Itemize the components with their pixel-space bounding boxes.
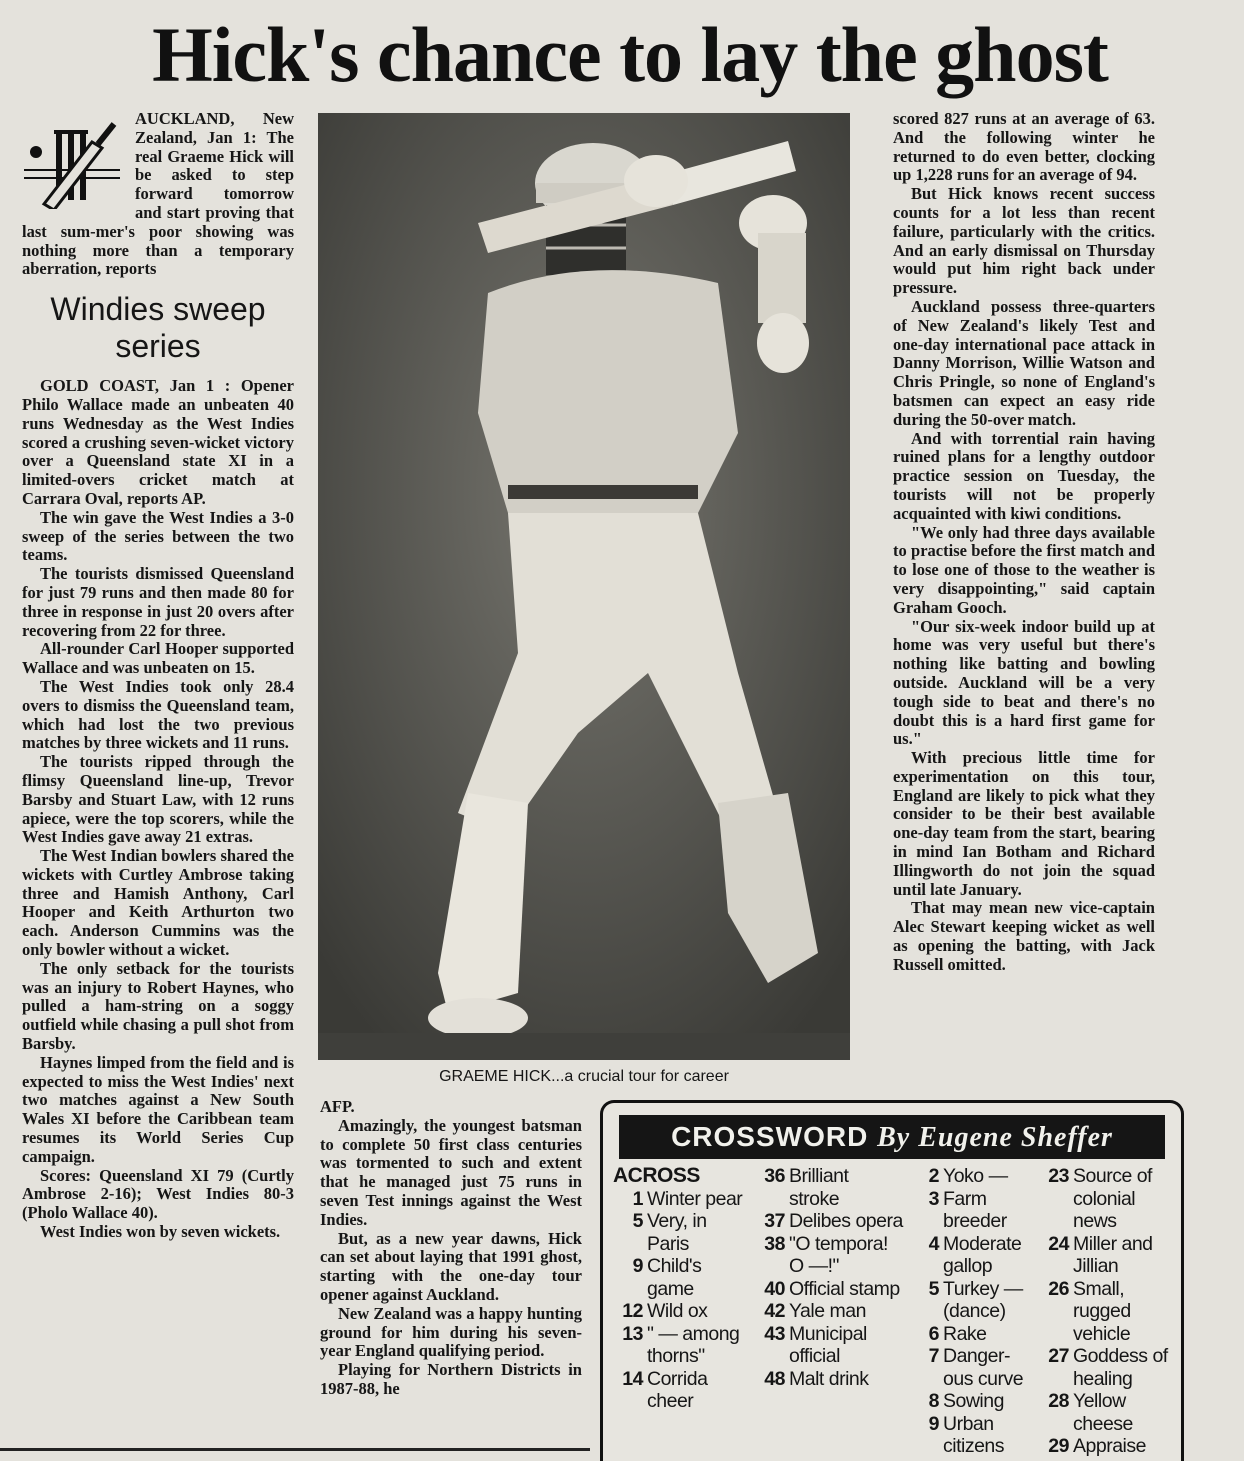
clue-text: Appraise	[1073, 1435, 1146, 1457]
article-paragraph: The West Indies took only 28.4 overs to dismiss the Queensland team, which had lost the two previous matches by three wickets and 11 runs.	[22, 676, 294, 753]
clue-number: 37	[764, 1210, 785, 1232]
clue-text: Winter pear	[647, 1187, 743, 1210]
left-column	[22, 110, 294, 1242]
article-paragraph: The tourists ripped through the flimsy Queensland line-up, Trevor Barsby and Stuart Law, with 12 runs apiece, were the top scorers, while the West Indies gave away 21 extras.	[22, 752, 294, 847]
crossword-title-bar	[619, 1115, 1165, 1159]
clue-number: 38	[764, 1232, 785, 1255]
article-paragraph: Amazingly, the youngest batsman to complete 50 first class centuries was tormented to such and extent that he managed just 75 runs in seven Test innings against the West Indies.	[320, 1115, 582, 1229]
clue-item	[613, 1210, 751, 1255]
clue-item	[755, 1323, 903, 1368]
clue-item	[755, 1210, 903, 1233]
clue-number: 3	[928, 1187, 939, 1210]
lede-paragraph: AUCKLAND, New Zealand, Jan 1: The real Graeme Hick will be asked to step forward tomorrow and start proving that last sum-mer's poor showing was nothing more than a temporary aberration, reports	[22, 109, 294, 279]
headline: Hick's chance to lay the ghost	[152, 11, 1108, 98]
clue-number: 5	[928, 1277, 939, 1300]
article-paragraph: Auckland possess three-quarters of New Zealand's likely Test and one-day international pace attack in Danny Morrison, Willie Watson and Chris Pringle, so none of England's batsmen can expect an easy ride during the 50-over match.	[893, 296, 1155, 429]
clue-number: 42	[764, 1300, 785, 1322]
clue-text: Corrida cheer	[647, 1367, 708, 1412]
clue-text: Goddess of healing	[1073, 1345, 1168, 1390]
clue-number: 8	[928, 1390, 939, 1412]
clue-item	[1039, 1390, 1177, 1435]
clue-item	[755, 1165, 903, 1210]
clue-text: Danger-ous curve	[943, 1345, 1024, 1390]
clue-number: 12	[622, 1300, 643, 1322]
clue-column-2	[755, 1165, 903, 1390]
clue-text: Farm breeder	[943, 1187, 1007, 1232]
clue-number: 9	[928, 1412, 939, 1435]
clue-item	[909, 1413, 1037, 1458]
article-paragraph: But, as a new year dawns, Hick can set about laying that 1991 ghost, starting with the one-day tour opener against Auckland.	[320, 1228, 582, 1304]
clue-number: 4	[928, 1232, 939, 1255]
clue-item	[755, 1233, 903, 1278]
article-paragraph: With precious little time for experimentation on this tour, England are likely to pick what they consider to be their best available one-day team from the start, bearing in mind Ian Botham and Richard Illingworth do not join the squad until late January.	[893, 748, 1155, 899]
crossword-title: CROSSWORD	[671, 1121, 869, 1152]
clue-text: Yoko —	[943, 1165, 1008, 1187]
clue-item	[1039, 1278, 1177, 1346]
clue-number: 27	[1048, 1345, 1069, 1367]
clue-item	[613, 1255, 751, 1300]
clue-number: 43	[764, 1322, 785, 1345]
clue-number: 5	[632, 1210, 643, 1232]
bottom-rule	[0, 1448, 590, 1451]
clue-text: Official stamp	[789, 1277, 900, 1300]
article-paragraph: Haynes limped from the field and is expected to miss the West Indies' next two matches against a New South Wales XI before the Caribbean team resumes its World Series Cup campaign.	[22, 1052, 294, 1166]
clue-text: Child's game	[647, 1255, 702, 1300]
article-paragraph: The West Indian bowlers shared the wickets with Curtley Ambrose taking three and Hamish Anthony, Carl Hooper and Keith Arthurton two each. Anderson Cummins was the only bowler without a wicket.	[22, 846, 294, 960]
clue-number: 6	[928, 1322, 939, 1345]
clue-text: Malt drink	[789, 1367, 869, 1390]
crossword-byline: By Eugene Sheffer	[877, 1122, 1113, 1153]
clue-text: Yellow cheese	[1073, 1390, 1133, 1435]
middle-column	[320, 1098, 582, 1399]
clue-item	[755, 1278, 903, 1301]
article-paragraph: But Hick knows recent success counts for a lot less than recent failure, particularly with the critics. And an early dismissal on Thursday would put him right back under pressure.	[893, 184, 1155, 298]
photo-caption: GRAEME HICK...a crucial tour for career	[439, 1068, 729, 1085]
clue-column-3	[909, 1165, 1037, 1458]
article-paragraph: The only setback for the tourists was an injury to Robert Haynes, who pulled a ham-string on a soggy outfield while chasing a pull shot from Barsby.	[22, 958, 294, 1054]
clue-text: " — among thorns"	[647, 1322, 740, 1367]
clue-text: Source of colonial news	[1073, 1165, 1152, 1232]
clue-number: 48	[764, 1367, 785, 1390]
clue-item	[1039, 1165, 1177, 1233]
clue-number: 26	[1048, 1277, 1069, 1300]
article-paragraph: The tourists dismissed Queensland for just 79 runs and then made 80 for three in response in just 20 overs after recovering from 22 for three.	[22, 564, 294, 640]
clue-number: 24	[1048, 1232, 1069, 1255]
clue-text: Moderate gallop	[943, 1232, 1022, 1277]
clue-number: 1	[632, 1187, 643, 1210]
clue-text: Municipal official	[789, 1322, 867, 1367]
clue-item	[613, 1323, 751, 1368]
clue-item	[909, 1233, 1037, 1278]
clue-item	[909, 1345, 1037, 1390]
clue-text: Sowing	[943, 1390, 1004, 1412]
across-header: ACROSS	[613, 1164, 700, 1187]
clue-item	[613, 1300, 751, 1323]
article-paragraph: "We only had three days available to practise before the first match and to lose one of those to the weather is very disappointing," said captain Graham Gooch.	[893, 522, 1155, 617]
clue-number: 28	[1048, 1390, 1069, 1412]
clue-number: 23	[1048, 1165, 1069, 1187]
clue-number: 36	[764, 1165, 785, 1187]
clue-text: Yale man	[789, 1300, 866, 1322]
article-paragraph: "Our six-week indoor build up at home was very useful but there's nothing like batting and bowling outside. Auckland will be a very tough side to beat and there's no doubt this is a hard first game for us."	[893, 616, 1155, 749]
clue-text: Rake	[943, 1322, 987, 1345]
clue-number: 14	[622, 1367, 643, 1390]
clue-column-4	[1039, 1165, 1177, 1458]
clue-text: Brilliant stroke	[789, 1165, 849, 1210]
article-paragraph: The win gave the West Indies a 3-0 sweep of the series between the two teams.	[22, 507, 294, 565]
clue-item	[613, 1368, 751, 1413]
article-paragraph: All-rounder Carl Hooper supported Wallace and was unbeaten on 15.	[22, 639, 294, 678]
clue-item	[755, 1368, 903, 1391]
clue-number: 9	[632, 1255, 643, 1277]
article-paragraph: That may mean new vice-captain Alec Stewart keeping wicket as well as opening the batting, with Jack Russell omitted.	[893, 898, 1155, 974]
crossword-box	[600, 1100, 1184, 1461]
batsman-photo	[318, 113, 850, 1060]
right-column	[893, 110, 1155, 975]
clue-text: Urban citizens	[943, 1412, 1005, 1457]
article-paragraph: New Zealand was a happy hunting ground for him during his seven-year England qualifying period.	[320, 1303, 582, 1361]
cricket-stumps-icon	[22, 114, 127, 209]
article-paragraph: scored 827 runs at an average of 63. And the following winter he returned to do even better, clocking up 1,228 runs for an average of 94.	[893, 109, 1155, 185]
clue-item	[755, 1300, 903, 1323]
clue-number: 7	[928, 1345, 939, 1367]
article-paragraph: AFP.	[320, 1097, 355, 1116]
clue-number: 29	[1048, 1435, 1069, 1457]
article-paragraph: West Indies won by seven wickets.	[40, 1222, 281, 1242]
clue-item	[909, 1165, 1037, 1188]
clue-number: 40	[764, 1277, 785, 1300]
clue-item	[909, 1188, 1037, 1233]
clue-item	[909, 1278, 1037, 1323]
clue-column-1	[613, 1165, 751, 1413]
clue-number: 13	[622, 1322, 643, 1345]
article-paragraph: GOLD COAST, Jan 1 : Opener Philo Wallace made an unbeaten 40 runs Wednesday as the West Indies scored a crushing seven-wicket victory over a Queensland state XI in a limited-overs cricket match at Carrara Oval, reports AP.	[22, 376, 294, 508]
clue-number: 2	[928, 1165, 939, 1187]
subheadline: Windies sweep series	[50, 291, 266, 365]
clue-text: Delibes opera	[789, 1210, 903, 1232]
clue-item	[1039, 1233, 1177, 1278]
cricketer-illustration	[318, 113, 850, 1060]
article-paragraph: And with torrential rain having ruined plans for a lengthy outdoor practice session on Tuesday, the tourists will not be properly acquainted with kiwi conditions.	[893, 428, 1155, 523]
clue-text: "O tempora! O —!"	[789, 1232, 888, 1277]
clue-item	[1039, 1435, 1177, 1458]
clue-item	[909, 1323, 1037, 1346]
clue-text: Miller and Jillian	[1073, 1232, 1153, 1277]
clue-item	[909, 1390, 1037, 1413]
clue-text: Very, in Paris	[647, 1210, 707, 1255]
clue-text: Wild ox	[647, 1300, 708, 1322]
clue-text: Small, rugged vehicle	[1073, 1277, 1131, 1345]
clue-text: Turkey — (dance)	[943, 1277, 1023, 1322]
article-paragraph: Playing for Northern Districts in 1987-88, he	[320, 1360, 582, 1398]
clue-item	[613, 1188, 751, 1211]
clue-item	[1039, 1345, 1177, 1390]
article-paragraph: Scores: Queensland XI 79 (Curtly Ambrose 2-16); West Indies 80-3 (Pholo Wallace 40).	[22, 1165, 294, 1223]
